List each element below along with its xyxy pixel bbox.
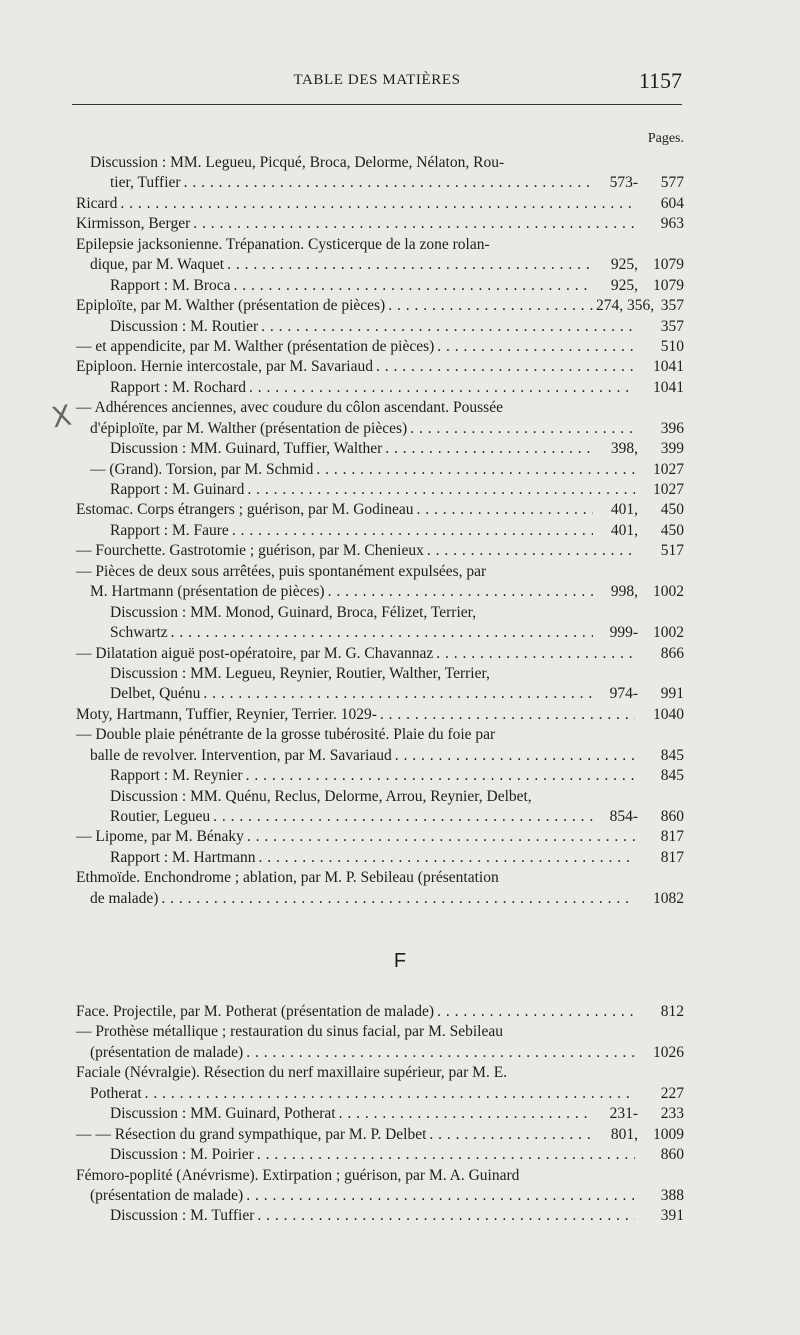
dot-leader xyxy=(184,173,593,193)
dot-leader xyxy=(316,460,635,480)
entry-text: Epilepsie jacksonienne. Trépanation. Cysticerque de la zone rolan- xyxy=(76,235,490,253)
page-reference-final: 604 xyxy=(660,194,684,212)
page-reference-final: 845 xyxy=(660,746,684,764)
index-line xyxy=(76,1063,684,1083)
page-reference-final: 1079 xyxy=(653,256,684,274)
page-reference-final: 866 xyxy=(660,644,684,662)
entry-text: Discussion : MM. Guinard, Tuffier, Walther xyxy=(110,440,383,458)
dot-leader xyxy=(385,439,593,459)
page-reference: 854- xyxy=(609,808,638,825)
page-reference-final: 991 xyxy=(660,685,684,703)
dot-leader xyxy=(437,337,635,357)
page-reference-final: 399 xyxy=(660,440,684,458)
page-reference-final: 1026 xyxy=(653,1043,684,1061)
page-reference-final: 1041 xyxy=(653,358,684,376)
entry-text: Schwartz xyxy=(110,624,168,642)
dot-leader xyxy=(249,378,635,398)
dot-leader xyxy=(246,766,635,786)
entry-text: Delbet, Quénu xyxy=(110,685,201,703)
dot-leader xyxy=(257,1145,635,1165)
entry-text: — et appendicite, par M. Walther (présentation de pièces) xyxy=(76,337,435,355)
dot-leader xyxy=(120,194,635,214)
index-line xyxy=(76,153,684,173)
index-line xyxy=(76,766,684,786)
page-number: 1157 xyxy=(638,68,682,93)
dot-leader xyxy=(339,1104,593,1124)
dot-leader xyxy=(203,684,593,704)
entry-text: — — Résection du grand sympathique, par M. P. Delbet xyxy=(76,1125,427,1143)
entry-text: M. Hartmann (présentation de pièces) xyxy=(90,583,325,601)
page-reference-final: 817 xyxy=(660,828,684,846)
entry-text: Faciale (Névralgie). Résection du nerf maxillaire supérieur, par M. E. xyxy=(76,1064,508,1082)
page-reference-final: 233 xyxy=(660,1105,684,1123)
dot-leader xyxy=(232,521,593,541)
index-line xyxy=(76,684,684,704)
entry-text: Ethmoïde. Enchondrome ; ablation, par M. P. Sebileau (présentation xyxy=(76,869,499,887)
index-line xyxy=(76,1022,684,1042)
entry-text: (présentation de malade) xyxy=(90,1043,244,1061)
index-line xyxy=(76,746,684,766)
index-line xyxy=(76,848,684,868)
entry-text: Rapport : M. Guinard xyxy=(110,481,245,498)
index-line xyxy=(76,1002,684,1022)
page-reference: 974- xyxy=(609,685,638,703)
index-line xyxy=(76,337,684,357)
page-reference-final: 357 xyxy=(660,297,684,315)
page-reference-final: 1082 xyxy=(653,889,684,907)
dot-leader xyxy=(161,889,635,909)
entry-text: — Dilatation aiguë post-opératoire, par M. G. Chavannaz xyxy=(76,644,434,662)
entry-text: balle de revolver. Intervention, par M. Savariaud xyxy=(90,746,392,764)
index-line xyxy=(76,725,684,745)
index-line xyxy=(76,623,684,643)
dot-leader xyxy=(395,746,635,766)
dot-leader xyxy=(427,541,635,561)
entry-text: Fémoro-poplité (Anévrisme). Extirpation ; guérison, par M. A. Guinard xyxy=(76,1166,520,1184)
entry-text: Potherat xyxy=(90,1084,142,1102)
index-line xyxy=(76,664,684,684)
index-line xyxy=(76,562,684,582)
page-reference: 998, xyxy=(610,583,638,601)
index-line xyxy=(76,378,684,398)
index-line xyxy=(76,194,684,214)
page-reference-final: 1002 xyxy=(653,624,684,642)
dot-leader xyxy=(246,1043,635,1063)
dot-leader xyxy=(257,1206,635,1226)
index-line xyxy=(76,1166,684,1186)
entry-text: — Double plaie pénétrante de la grosse tubérosité. Plaie du foie par xyxy=(76,726,496,744)
entry-text: — Pièces de deux sous arrêtées, puis spontanément expulsées, par xyxy=(76,562,487,580)
page-reference-final: 1009 xyxy=(653,1125,684,1143)
index-line xyxy=(76,235,684,255)
entry-text: Rapport : M. Reynier xyxy=(110,767,243,785)
index-line xyxy=(76,1145,684,1165)
entry-text: d'épiploïte, par M. Walther (présentation de pièces) xyxy=(90,419,408,437)
index-line xyxy=(76,173,684,193)
index-line xyxy=(76,541,684,561)
page-reference: 925, xyxy=(610,256,638,274)
index-line xyxy=(76,214,684,234)
entry-text: Discussion : M. Poirier xyxy=(110,1146,254,1164)
dot-leader xyxy=(328,582,593,602)
index-line xyxy=(76,582,684,602)
entry-text: — (Grand). Torsion, par M. Schmid xyxy=(90,460,314,478)
page-reference-final: 391 xyxy=(660,1207,684,1225)
index-line xyxy=(76,705,684,725)
page-reference-final: 963 xyxy=(660,215,684,233)
entry-text: Moty, Hartmann, Tuffier, Reynier, Terrier. 1029- xyxy=(76,705,377,723)
page-reference-final: 577 xyxy=(660,174,684,192)
index-line xyxy=(76,603,684,623)
entry-text: Epiploïte, par M. Walther (présentation de pièces) xyxy=(76,297,386,315)
entry-text: — Prothèse métallique ; restauration du sinus facial, par M. Sebileau xyxy=(76,1023,503,1041)
page-reference: 401, xyxy=(610,501,638,519)
entry-text: — Lipome, par M. Bénaky xyxy=(76,828,244,846)
dot-leader xyxy=(193,214,635,234)
page-reference-final: 812 xyxy=(660,1003,684,1020)
dot-leader xyxy=(429,1125,593,1145)
entry-text: Rapport : M. Faure xyxy=(110,521,229,539)
page-reference: 398, xyxy=(610,440,638,458)
page-reference-final: 1027 xyxy=(653,481,684,498)
page-reference-final: 388 xyxy=(660,1186,684,1204)
dot-leader xyxy=(227,255,593,275)
page-reference-final: 1027 xyxy=(653,460,684,478)
index-line xyxy=(76,1125,684,1145)
page-reference-final: 510 xyxy=(660,337,684,355)
index-line xyxy=(76,419,684,439)
entry-text: Rapport : M. Rochard xyxy=(110,378,247,396)
index-line xyxy=(76,868,684,888)
index-line xyxy=(76,480,684,500)
entry-text: Face. Projectile, par M. Potherat (présentation de malade) xyxy=(76,1003,435,1020)
entry-text: Epiploon. Hernie intercostale, par M. Savariaud xyxy=(76,358,373,376)
index-line xyxy=(76,255,684,275)
dot-leader xyxy=(261,317,635,337)
dot-leader xyxy=(388,296,593,316)
index-entries-f xyxy=(76,1002,684,1227)
index-line xyxy=(76,644,684,664)
index-line xyxy=(76,889,684,909)
index-line xyxy=(76,296,684,316)
page-reference-final: 450 xyxy=(660,521,684,539)
entry-text: Discussion : MM. Guinard, Potherat xyxy=(110,1105,336,1123)
index-line xyxy=(76,787,684,807)
dot-leader xyxy=(213,807,593,827)
entry-text: — Adhérences anciennes, avec coudure du côlon ascendant. Poussée xyxy=(76,399,503,417)
page-reference-final: 1079 xyxy=(653,276,684,294)
dot-leader xyxy=(171,623,593,643)
entry-text: Estomac. Corps étrangers ; guérison, par M. Godineau xyxy=(76,501,414,519)
dot-leader xyxy=(145,1084,635,1104)
index-line xyxy=(76,439,684,459)
dot-leader xyxy=(246,1186,635,1206)
index-line xyxy=(76,317,684,337)
page-reference: 274, 356, xyxy=(596,297,655,315)
entry-text: Discussion : M. Routier xyxy=(110,317,259,335)
entry-text: Routier, Legueu xyxy=(110,808,211,825)
entry-text: Kirmisson, Berger xyxy=(76,215,191,233)
entry-text: (présentation de malade) xyxy=(90,1186,244,1204)
dot-leader xyxy=(437,1002,635,1022)
page-reference: 999- xyxy=(609,624,638,642)
index-line xyxy=(76,1186,684,1206)
entry-text: Discussion : MM. Legueu, Picqué, Broca, Delorme, Nélaton, Rou- xyxy=(90,154,505,171)
page-reference-final: 1040 xyxy=(653,705,684,723)
dot-leader xyxy=(247,480,635,500)
entry-text: Discussion : MM. Quénu, Reclus, Delorme, Arrou, Reynier, Delbet, xyxy=(110,787,532,805)
entry-text: Discussion : MM. Monod, Guinard, Broca, Félizet, Terrier, xyxy=(110,603,477,621)
page-reference: 231- xyxy=(609,1105,638,1123)
page-reference-final: 860 xyxy=(660,808,684,825)
index-line xyxy=(76,500,684,520)
dot-leader xyxy=(234,276,593,296)
entry-text: tier, Tuffier xyxy=(110,174,181,192)
dot-leader xyxy=(436,644,635,664)
pages-column-label: Pages. xyxy=(647,131,684,146)
running-title: TABLE DES MATIÈRES xyxy=(293,72,461,88)
page-reference: 801, xyxy=(610,1125,638,1143)
index-line xyxy=(76,827,684,847)
index-line xyxy=(76,1084,684,1104)
dot-leader xyxy=(376,357,635,377)
page-reference: 925, xyxy=(610,276,638,294)
index-line xyxy=(76,1104,684,1124)
page-reference-final: 450 xyxy=(660,501,684,519)
index-line xyxy=(76,521,684,541)
index-entries-e xyxy=(76,153,684,909)
dot-leader xyxy=(380,705,635,725)
index-line xyxy=(76,398,684,418)
dot-leader xyxy=(247,827,635,847)
page-reference: 573- xyxy=(609,174,638,192)
dot-leader xyxy=(259,848,635,868)
page-reference-final: 1041 xyxy=(653,378,684,396)
page-reference-final: 845 xyxy=(660,767,684,785)
dot-leader xyxy=(416,500,593,520)
entry-text: — Fourchette. Gastrotomie ; guérison, par M. Chenieux xyxy=(76,542,424,560)
entry-text: Rapport : M. Hartmann xyxy=(110,848,256,866)
header-rule xyxy=(72,104,682,105)
index-line xyxy=(76,1043,684,1063)
page-reference-final: 817 xyxy=(660,848,684,866)
entry-text: Discussion : MM. Legueu, Reynier, Routier, Walther, Terrier, xyxy=(110,664,490,682)
entry-text: de malade) xyxy=(90,889,159,907)
page-reference-final: 357 xyxy=(660,317,684,335)
index-line xyxy=(76,357,684,377)
page-reference-final: 227 xyxy=(660,1084,684,1102)
margin-mark: X xyxy=(49,398,74,435)
index-line xyxy=(76,460,684,480)
page-header xyxy=(72,68,682,96)
page-reference-final: 1002 xyxy=(653,583,684,601)
entry-text: Rapport : M. Broca xyxy=(110,276,231,294)
page-reference-final: 517 xyxy=(660,542,684,560)
entry-text: dique, par M. Waquet xyxy=(90,256,225,274)
page-reference: 401, xyxy=(610,521,638,539)
entry-text: Discussion : M. Tuffier xyxy=(110,1207,255,1225)
index-line xyxy=(76,276,684,296)
index-line xyxy=(76,1206,684,1226)
dot-leader xyxy=(410,419,635,439)
index-line xyxy=(76,807,684,827)
page-reference-final: 396 xyxy=(660,419,684,437)
section-letter: F xyxy=(393,950,407,972)
page-reference-final: 860 xyxy=(660,1146,684,1164)
entry-text: Ricard xyxy=(76,194,118,212)
